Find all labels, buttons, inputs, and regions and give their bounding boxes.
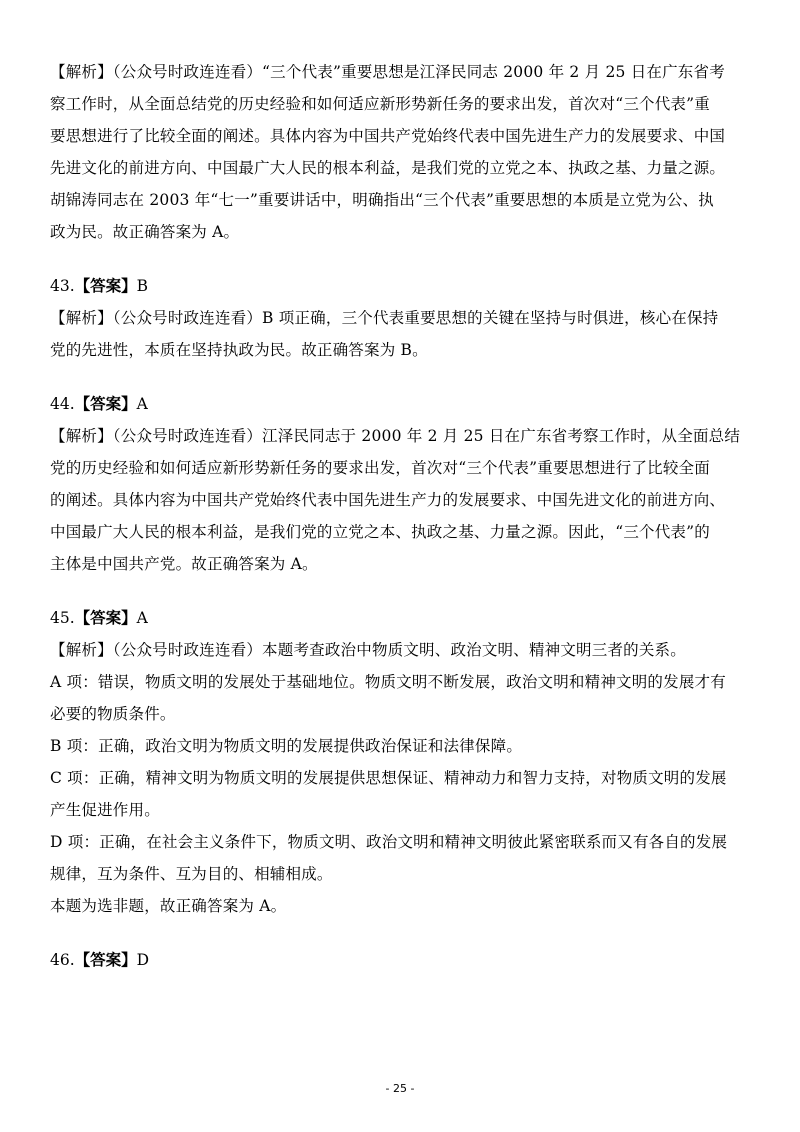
- text-line: 党的历史经验和如何适应新形势新任务的要求出发，首次对“三个代表”重要思想进行了比较全面: [50, 459, 710, 477]
- question-number: 46.: [50, 951, 75, 969]
- question-number: 45.: [50, 609, 75, 627]
- text-line: 胡锦涛同志在 2003 年“七一”重要讲话中，明确指出“三个代表”重要思想的本质是立党为公、执: [50, 191, 714, 209]
- question-44: [50, 388, 750, 580]
- text-line: 【解析】（公众号时政连连看）B 项正确，三个代表重要思想的关键在坚持与时俱进，核心在保持: [50, 309, 719, 327]
- text-line: 本题为选非题，故正确答案为 A。: [50, 897, 287, 915]
- explanation-q42: [50, 56, 750, 248]
- text-line: 要思想进行了比较全面的阐述。具体内容为中国共产党始终代表中国先进生产力的发展要求、中国: [50, 127, 726, 145]
- text-line: 【解析】（公众号时政连连看）本题考查政治中物质文明、政治文明、精神文明三者的关系。: [50, 641, 686, 659]
- page-number: - 25 -: [385, 1082, 415, 1095]
- text-line: 【解析】（公众号时政连连看）江泽民同志于 2000 年 2 月 25 日在广东省考察工作时，从全面总结: [50, 427, 741, 445]
- text-line: 【解析】（公众号时政连连看）“三个代表”重要思想是江泽民同志 2000 年 2 月 25 日在广东省考: [50, 63, 725, 81]
- question-43: [50, 270, 750, 366]
- answer-value: A: [136, 609, 148, 627]
- answer-value: A: [136, 395, 148, 413]
- text-line: D 项：正确，在社会主义条件下，物质文明、政治文明和精神文明彼此紧密联系而又有各自的发展: [50, 833, 728, 851]
- answer-heading: [50, 270, 750, 302]
- question-number: 43.: [50, 277, 75, 295]
- text-line: 规律，互为条件、互为目的、相辅相成。: [50, 865, 333, 883]
- answer-value: D: [136, 951, 150, 969]
- text-line: B 项：正确，政治文明为物质文明的发展提供政治保证和法律保障。: [50, 737, 523, 755]
- text-line: 主体是中国共产党。故正确答案为 A。: [50, 555, 318, 573]
- text-line: C 项：正确，精神文明为物质文明的发展提供思想保证、精神动力和智力支持，对物质文明的发展: [50, 769, 727, 787]
- text-line: 必要的物质条件。: [50, 705, 176, 723]
- answer-heading: [50, 602, 750, 634]
- answer-tag: 【答案】: [74, 608, 137, 627]
- text-line: 察工作时，从全面总结党的历史经验和如何适应新形势新任务的要求出发，首次对“三个代表”重: [50, 95, 710, 113]
- answer-tag: 【答案】: [74, 950, 137, 969]
- answer-tag: 【答案】: [74, 276, 137, 295]
- text-line: A 项：错误，物质文明的发展处于基础地位。物质文明不断发展，政治文明和精神文明的发展才有: [50, 673, 726, 691]
- text-line: 政为民。故正确答案为 A。: [50, 223, 240, 241]
- question-46: [50, 944, 750, 976]
- text-line: 党的先进性，本质在坚持执政为民。故正确答案为 B。: [50, 341, 428, 359]
- question-45: [50, 602, 750, 922]
- text-line: 的阐述。具体内容为中国共产党始终代表中国先进生产力的发展要求、中国先进文化的前进方向、: [50, 491, 726, 509]
- answer-value: B: [136, 277, 149, 295]
- question-number: 44.: [50, 395, 75, 413]
- answer-heading: [50, 388, 750, 420]
- page-content: [50, 56, 750, 976]
- answer-heading: [50, 944, 750, 976]
- answer-tag: 【答案】: [74, 394, 137, 413]
- text-line: 产生促进作用。: [50, 801, 160, 819]
- text-line: 中国最广大人民的根本利益，是我们党的立党之本、执政之基、力量之源。因此，“三个代表”的: [50, 523, 710, 541]
- text-line: 先进文化的前进方向、中国最广大人民的根本利益，是我们党的立党之本、执政之基、力量之源。: [50, 159, 726, 177]
